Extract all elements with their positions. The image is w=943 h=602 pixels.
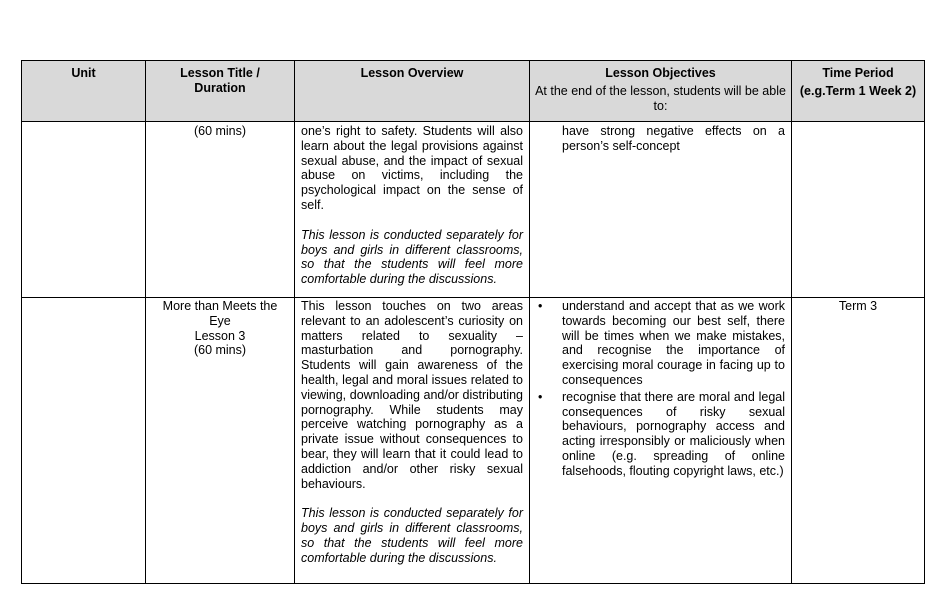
header-lesson-overview	[295, 61, 530, 122]
header-overview-label: Lesson Overview	[360, 66, 464, 80]
unit-text	[22, 122, 145, 124]
cell-unit	[22, 122, 146, 298]
cell-lesson-overview	[295, 298, 530, 584]
header-lesson-title-label-2: Duration	[194, 81, 246, 95]
cell-lesson-title	[146, 122, 295, 298]
unit-text	[22, 298, 145, 300]
header-lesson-title	[146, 61, 295, 122]
overview-text: one’s right to safety. Students will also learn about the legal provisions against sexual abuse, and the impact of sexual abuse on victims, including the psychological impact on the sense of self.	[301, 124, 523, 212]
overview-note: This lesson is conducted separately for boys and girls in different classrooms, so that the students will feel more comfortable during the discussions.	[301, 227, 523, 287]
bullet-icon: •	[538, 299, 543, 313]
lesson-title-line-1: More than Meets the	[162, 299, 278, 313]
cell-time-period	[792, 122, 925, 298]
lesson-duration: (60 mins)	[193, 343, 247, 358]
time-period-text: Term 3	[838, 299, 878, 313]
header-objectives-sublabel: At the end of the lesson, students will be able to:	[535, 84, 786, 113]
overview-text: This lesson touches on two areas relevant to an adolescent’s curiosity on matters related to sexuality – masturbation and pornography. Students will gain awareness of the health, legal and moral issues related to viewing, downloading and/or distributing pornography. While students may perceive watching pornography as a private issue without consequences to bear, they will learn that it could lead to addiction and/or other risky sexual behaviours.	[301, 299, 523, 491]
cell-unit	[22, 298, 146, 584]
cell-lesson-objectives	[530, 298, 792, 584]
header-unit-label: Unit	[71, 66, 96, 80]
header-unit	[22, 61, 146, 122]
objectives-list	[536, 299, 785, 479]
table-row	[22, 122, 925, 298]
lesson-duration: (60 mins)	[193, 124, 247, 138]
header-time-period-example: (e.g.Term 1 Week 2)	[799, 84, 917, 98]
objective-text: understand and accept that as we work towards becoming our best self, there will be times when we make mistakes, and recognise the importance of exercising moral courage in facing up to consequences	[562, 299, 785, 387]
bullet-icon: •	[538, 389, 543, 404]
table-row	[22, 298, 925, 584]
objective-item	[538, 389, 785, 479]
cell-lesson-title	[146, 298, 295, 584]
cell-lesson-objectives	[530, 122, 792, 298]
header-lesson-title-label: Lesson Title /	[180, 66, 260, 80]
objective-continued-text: have strong negative effects on a person’s self-concept	[562, 124, 785, 153]
header-time-period	[792, 61, 925, 122]
header-objectives-label: Lesson Objectives	[605, 66, 716, 80]
lesson-title-line-2: Eye	[209, 313, 231, 328]
cell-time-period	[792, 298, 925, 584]
header-time-period-label: Time Period	[822, 66, 894, 80]
time-period-text	[792, 122, 924, 124]
overview-note: This lesson is conducted separately for boys and girls in different classrooms, so that the students will feel more comfortable during the discussions.	[301, 506, 523, 565]
lesson-plan-table	[21, 60, 925, 584]
table-header-row	[22, 61, 925, 122]
lesson-number: Lesson 3	[194, 328, 246, 343]
header-lesson-objectives	[530, 61, 792, 122]
cell-lesson-overview	[295, 122, 530, 298]
objective-text: recognise that there are moral and legal consequences of risky sexual behaviours, pornography access and acting irresponsibly or maliciously when online (e.g. spreading of online falsehoods, flouting copyright laws, etc.)	[562, 389, 785, 478]
objective-item	[538, 299, 785, 388]
